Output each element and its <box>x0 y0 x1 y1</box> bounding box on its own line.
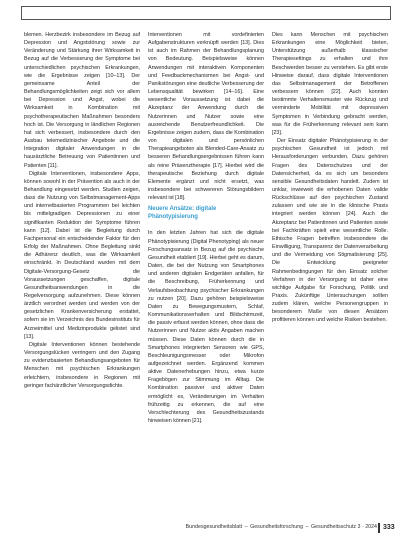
footer-citation <box>186 520 377 534</box>
header-frame <box>21 6 391 20</box>
paragraph: Digitale Interventionen, insbesondere Apps, können sowohl in der Prävention als auch in der Behandlung eingesetzt werden. Studien zeigen, dass die Nutzung von Selbstmanagement-Apps und internetbasierten Programmen bei leichten bis mittelgradigen Depressionen zu einer signifikanten Reduktion der Symptome führen kann [12]. Dabei ist die Begleitung durch Fachpersonal ein entscheidender Faktor für den Erfolg der Maßnahmen. Ohne Begleitung sinkt die Adhärenz deutlich, was die Wirksamkeit einschränkt. In Deutschland wurden mit dem Digitale-Versorgung-Gesetz die Voraussetzungen geschaffen, digitale Gesundheitsanwendungen in die Regelversorgung aufzunehmen. Diese können ärztlich verordnet werden und werden von der gesetzlichen Krankenversicherung erstattet, sofern sie im Verzeichnis des Bundesinstituts für Arzneimittel und Medizinprodukte gelistet sind [13]. <box>24 170 140 340</box>
section-heading: Neuere Ansätze: digitale Phänotypisierung <box>148 206 217 220</box>
page-number: 333 <box>378 523 403 533</box>
paragraph: Digitale Interventionen können bestehende Versorgungslücken verringern und den Zugang zu evidenzbasierten Behandlungsangeboten für Menschen mit psychischen Erkrankungen erleichtern, insbesondere in Regionen mit geringer fachärztlicher Versorgungsdichte. <box>24 341 140 389</box>
footer-issue: Gesundheitsschutz 3 · 2024 <box>311 524 377 530</box>
paragraph: blemen. Herzbezirk insbesondere im Bezug auf Depression und Angststörung sowie zur Veränderung und Stärkung ihrer Wirksamkeit in Bezug auf die Verbesserung der Symptome bei unterschiedlichen psychischen Erkrankungen, wie die Ergebnisse zeigen [10–13]. Der gemeinsame Anteil der Behandlungsmöglichkeiten zeigt sich vor allem bei Depression und Angst, wobei die Wirksamkeit in Kombination mit psychotherapeutischen Maßnahmen besonders hoch ist. Die Versorgung in ländlichen Regionen hat sich verbessert, insbesondere durch den Ausbau telemedizinischer Angebote und die Integration digitaler Anwendungen in die hausärztliche Betreuung von Patientinnen und Patienten [11]. <box>24 32 140 169</box>
text-column-2 <box>148 31 264 425</box>
paragraph: Dies kann Menschen mit psychischen Erkrankungen eine Möglichkeit bieten, Unterstützung außerhalb klassischer Therapiesettings zu erhalten und ihre Beschwerden besser zu verstehen. Es gibt erste Hinweise darauf, dass digitale Interventionen das Selbstmanagement der Betroffenen verbessern können [22]. Auch konnten bestimmte Verhaltensmuster wie Rückzug und verminderte Mobilität mit depressiven Symptomen in Verbindung gebracht werden, was für die Früherkennung relevant sein kann [23]. <box>272 32 388 136</box>
footer-journal: Bundesgesundheitsblatt <box>185 524 243 530</box>
paragraph: In den letzten Jahren hat sich die digitale Phänotypisierung (Digital Phenotyping) als neuer Forschungsansatz in Bezug auf die psychische Gesundheit etabliert [19]. Hierbei geht es darum, Daten, die bei der Nutzung von Smartphones und anderen digitalen Endgeräten anfallen, für die Beschreibung, Früherkennung und Verlaufsbeobachtung psychischer Erkrankungen zu nutzen [20]. Dazu gehören beispielsweise Daten zu Bewegungsmustern, Schlaf, Kommunikationsverhalten und Bildschirmzeit, die passiv erfasst werden können, ohne dass die Nutzerinnen und Nutzer aktiv Angaben machen müssen. Diese Daten können durch die in Smartphones integrierten Sensoren wie GPS, Beschleunigungsmesser oder Mikrofon aufgezeichnet werden. Ergänzend kommen aktive Datenerhebungen hinzu, etwa kurze Fragebögen zur Stimmung im Alltag. Die Kombination passiver und aktiver Daten ermöglicht es, Veränderungen im Verhalten frühzeitig zu erkennen, die auf eine Verschlechterung des Gesundheitszustands hinweisen können [21]. <box>148 230 264 425</box>
footer-separator: – <box>244 524 248 530</box>
paragraph: Der Einsatz digitaler Phänotypisierung in der psychischen Gesundheit ist jedoch mit Herausforderungen verbunden. Dazu gehören Fragen des Datenschutzes und der Datensicherheit, da es sich um besonders sensible Gesundheitsdaten handelt. Zudem ist unklar, inwieweit die erhobenen Daten valide Rückschlüsse auf den psychischen Zustand zulassen und wie sie in die klinische Praxis integriert werden können [24]. Auch die Akzeptanz bei Patientinnen und Patienten sowie bei Fachkräften spielt eine wesentliche Rolle. Ethische Fragen betreffen insbesondere die Einwilligung, Transparenz der Datenverarbeitung und die Vermeidung von Stigmatisierung [25]. Die Entwicklung geeigneter Rahmenbedingungen für den Einsatz solcher Verfahren in der Versorgung ist daher eine wichtige Aufgabe für Forschung, Politik und Praxis. Zukünftige Untersuchungen sollten zudem klären, welche Personengruppen in besonderem Maße von diesen Ansätzen profitieren können und welche Risiken bestehen. <box>272 138 388 324</box>
text-column-1 <box>24 31 140 390</box>
paragraph: Interventionen mit vordefinierten Aufgabenstrukturen verknüpft werden [13]. Dies ist auch im Rahmen der Behandlungsplanung von Bedeutung. Beispielsweise können Anwendungen mit interaktiven Komponenten und Feedbackmechanismen bei Angst- und Panikstörungen eine deutliche Verbesserung der Lebensqualität bewirken [14–16]. Eine wesentliche Voraussetzung ist dabei die Akzeptanz der Anwendung durch die Nutzerinnen und Nutzer sowie eine ausreichende Benutzerfreundlichkeit. Die Ergebnisse zeigen zudem, dass die Kombination von digitalen und persönlichen Therapieangeboten als Blended-Care-Ansatz zu besseren Behandlungsergebnissen führen kann als reine Präsenztherapie [17]. Hierbei wird die therapeutische Beziehung durch digitale Elemente ergänzt und nicht ersetzt, was insbesondere bei schwereren Störungsbildern relevant ist [18]. <box>148 32 264 202</box>
footer-field: Gesundheitsforschung <box>250 524 304 530</box>
footer-separator: – <box>305 524 309 530</box>
text-column-3 <box>272 31 388 325</box>
page-footer <box>0 520 413 534</box>
